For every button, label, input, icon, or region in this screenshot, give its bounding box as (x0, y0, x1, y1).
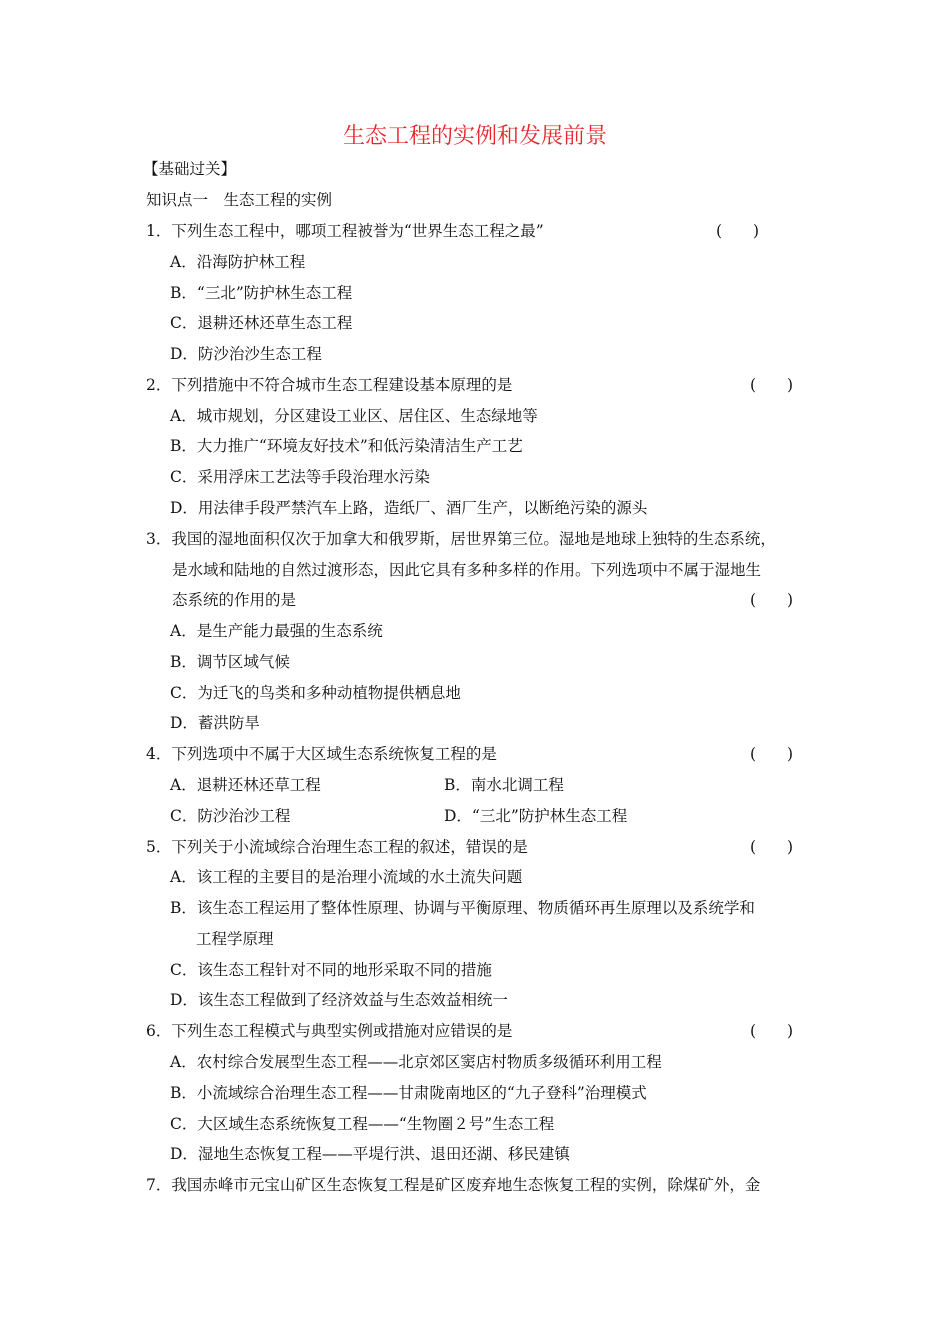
question-5-stem: 5．下列关于小流域综合治理生态工程的叙述，错误的是 (146, 838, 528, 856)
question-2-option-c: C．采用浮床工艺法等手段治理水污染 (170, 468, 430, 486)
page-title: 生态工程的实例和发展前景 (342, 124, 607, 149)
question-6-option-a: A．农村综合发展型生态工程——北京郊区窦店村物质多级循环利用工程 (170, 1053, 662, 1071)
knowledge-point-heading: 知识点一 生态工程的实例 (146, 191, 333, 209)
question-6-option-d: D．湿地生态恢复工程——平堤行洪、退田还湖、移民建镇 (170, 1145, 570, 1163)
question-4-option-d: D．“三北”防护林生态工程 (444, 807, 628, 825)
question-1-option-a: A．沿海防护林工程 (170, 253, 306, 271)
question-1-option-d: D．防沙治沙生态工程 (170, 345, 322, 363)
answer-bracket: ( ) (750, 591, 794, 609)
question-1-option-c: C．退耕还林还草生态工程 (170, 314, 353, 332)
question-2-option-a: A．城市规划，分区建设工业区、居住区、生态绿地等 (170, 407, 538, 425)
answer-bracket: ( ) (750, 376, 794, 394)
answer-bracket: ( ) (716, 222, 760, 240)
question-4-option-c: C．防沙治沙工程 (170, 807, 291, 825)
question-3-option-a: A．是生产能力最强的生态系统 (170, 622, 383, 640)
section-heading: 【基础过关】 (143, 160, 237, 178)
question-2-option-b: B．大力推广“环境友好技术”和低污染清洁生产工艺 (170, 437, 523, 455)
question-3-option-b: B．调节区域气候 (170, 653, 290, 671)
question-3-option-c: C．为迁飞的鸟类和多种动植物提供栖息地 (170, 684, 461, 702)
answer-bracket: ( ) (750, 838, 794, 856)
answer-bracket: ( ) (750, 745, 794, 763)
question-6-option-b: B．小流域综合治理生态工程——甘肃陇南地区的“九子登科”治理模式 (170, 1084, 647, 1102)
question-4-option-b: B．南水北调工程 (444, 776, 564, 794)
question-6-option-c: C．大区域生态系统恢复工程——“生物圈２号”生态工程 (170, 1115, 555, 1133)
question-1-option-b: B．“三北”防护林生态工程 (170, 284, 353, 302)
question-6-stem: 6．下列生态工程模式与典型实例或措施对应错误的是 (146, 1022, 513, 1040)
answer-bracket: ( ) (750, 1022, 794, 1040)
question-5-option-d: D．该生态工程做到了经济效益与生态效益相统一 (170, 991, 508, 1009)
question-4-option-a: A．退耕还林还草工程 (170, 776, 321, 794)
question-5-option-b-line-2: 工程学原理 (196, 930, 274, 948)
question-5-option-a: A．该工程的主要目的是治理小流域的水土流失问题 (170, 868, 523, 886)
question-3-option-d: D．蓄洪防旱 (170, 714, 260, 732)
question-3-stem-line-1: 3．我国的湿地面积仅次于加拿大和俄罗斯，居世界第三位。湿地是地球上独特的生态系统， (146, 530, 776, 548)
question-3-stem-line-2: 是水域和陆地的自然过渡形态，因此它具有多种多样的作用。下列选项中不属于湿地生 (172, 561, 762, 579)
question-2-option-d: D．用法律手段严禁汽车上路，造纸厂、酒厂生产，以断绝污染的源头 (170, 499, 648, 517)
question-2-stem: 2．下列措施中不符合城市生态工程建设基本原理的是 (146, 376, 513, 394)
question-1-stem: 1．下列生态工程中，哪项工程被誉为“世界生态工程之最” (146, 222, 544, 240)
question-3-stem-line-3: 态系统的作用的是 (172, 591, 297, 609)
question-4-stem: 4．下列选项中不属于大区域生态系统恢复工程的是 (146, 745, 497, 763)
question-5-option-b-line-1: B．该生态工程运用了整体性原理、协调与平衡原理、物质循环再生原理以及系统学和 (170, 899, 755, 917)
question-7-stem: 7．我国赤峰市元宝山矿区生态恢复工程是矿区废弃地生态恢复工程的实例，除煤矿外，金 (146, 1176, 761, 1194)
question-5-option-c: C．该生态工程针对不同的地形采取不同的措施 (170, 961, 492, 979)
